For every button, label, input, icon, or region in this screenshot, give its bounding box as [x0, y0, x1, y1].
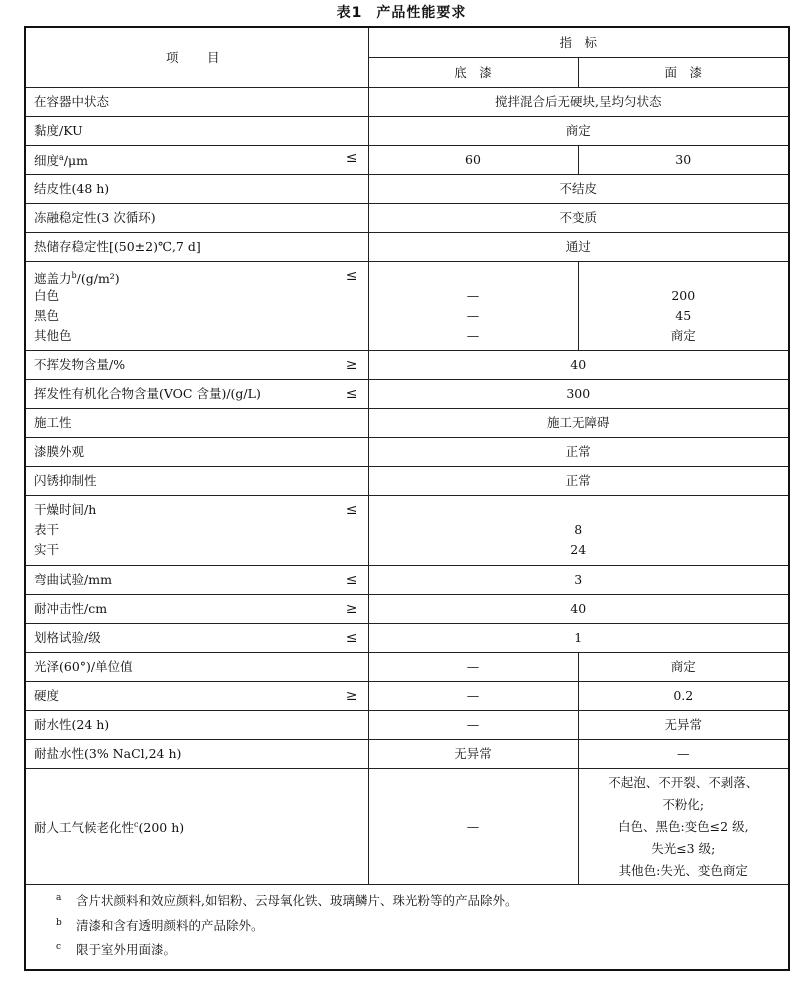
row-item: 结皮性(48 h)	[25, 175, 368, 204]
row-primer: 无异常	[368, 740, 578, 769]
row-item: 光泽(60°)/单位值	[25, 653, 368, 682]
row-value: 商定	[368, 117, 789, 146]
sub-value: 8	[574, 522, 583, 537]
table-row	[25, 682, 789, 711]
row-value: 不结皮	[368, 175, 789, 204]
table-row	[25, 653, 789, 682]
row-item: 耐盐水性(3% NaCl,24 h)	[25, 740, 368, 769]
table-row	[25, 467, 789, 496]
topcoat-line: 其他色:失光、变色商定	[618, 862, 748, 878]
row-value: 300	[368, 380, 789, 409]
footnote-text: 清漆和含有透明颜料的产品除外。	[76, 917, 264, 933]
sub-topcoat: 200	[671, 288, 696, 303]
sub-primer: —	[466, 288, 480, 303]
footnotes	[25, 885, 789, 970]
row-item: 遮盖力	[34, 271, 72, 287]
row-item: 热储存稳定性[(50±2)℃,7 d]	[25, 233, 368, 262]
header-primer: 底 漆	[368, 58, 578, 88]
row-value: 3	[368, 566, 789, 595]
table-title	[0, 2, 803, 22]
row-item: 弯曲试验/mm	[34, 572, 112, 587]
topcoat-line: 失光≤3 级;	[651, 840, 716, 856]
header-item: 项 目	[25, 27, 368, 88]
row-item: 细度	[34, 153, 60, 169]
table-row	[25, 88, 789, 117]
table-row	[25, 740, 789, 769]
row-value: 不变质	[368, 204, 789, 233]
row-item: 冻融稳定性(3 次循环)	[25, 204, 368, 233]
sub-label: 其他色	[34, 328, 72, 343]
row-topcoat: 商定	[578, 653, 789, 682]
row-primer-cell	[368, 262, 578, 351]
row-value-cell	[368, 496, 789, 566]
row-item: 耐人工气候老化性	[34, 820, 135, 836]
operator: ≥	[345, 357, 358, 373]
row-item-cell	[25, 595, 368, 624]
row-item: 在容器中状态	[25, 88, 368, 117]
topcoat-line: 不起泡、不开裂、不剥落、	[608, 774, 759, 790]
footnote-text: 限于室外用面漆。	[76, 942, 177, 957]
operator: ≤	[345, 630, 358, 646]
sub-value: 24	[570, 542, 587, 557]
sub-label: 白色	[34, 288, 60, 303]
table-number: 表1	[336, 5, 363, 21]
row-topcoat: 无异常	[578, 711, 789, 740]
table-row	[25, 409, 789, 438]
table-row	[25, 624, 789, 653]
footnote-ref: a	[59, 153, 64, 163]
footnote	[56, 889, 758, 914]
row-item: 耐冲击性/cm	[34, 601, 108, 616]
row-topcoat: —	[578, 740, 789, 769]
row-primer: —	[368, 682, 578, 711]
table-row	[25, 146, 789, 175]
sub-topcoat: 45	[675, 308, 692, 323]
table-row	[25, 175, 789, 204]
footnote	[56, 938, 758, 963]
operator: ≤	[345, 268, 358, 284]
table-row	[25, 496, 789, 566]
sub-primer: —	[466, 328, 480, 343]
footnote-ref: c	[134, 819, 139, 829]
header-row	[25, 27, 789, 58]
sub-primer: —	[466, 308, 480, 323]
table-row	[25, 566, 789, 595]
row-item: 硬度	[34, 688, 60, 703]
footnote-mark: b	[56, 917, 62, 928]
table-row	[25, 204, 789, 233]
table-row	[25, 711, 789, 740]
table-row	[25, 380, 789, 409]
row-unit: (200 h)	[138, 820, 185, 836]
footnotes-row	[25, 885, 789, 970]
operator: ≤	[345, 502, 358, 518]
table-row	[25, 769, 789, 885]
row-item-cell	[25, 380, 368, 409]
row-value: 正常	[368, 438, 789, 467]
row-value: 施工无障碍	[368, 409, 789, 438]
row-unit: /μm	[63, 153, 88, 169]
row-value: 1	[368, 624, 789, 653]
operator: ≥	[345, 688, 358, 704]
sub-label: 黑色	[34, 308, 60, 323]
topcoat-line: 不粉化;	[662, 796, 705, 812]
row-primer: —	[368, 769, 578, 885]
table-title-text: 产品性能要求	[376, 5, 467, 21]
row-item: 闪锈抑制性	[25, 467, 368, 496]
row-topcoat-cell	[578, 769, 789, 885]
footnote	[56, 914, 758, 939]
row-primer: —	[368, 653, 578, 682]
row-item-cell	[25, 262, 368, 351]
row-item-cell	[25, 496, 368, 566]
row-item: 黏度/KU	[25, 117, 368, 146]
row-item: 漆膜外观	[25, 438, 368, 467]
row-primer: —	[368, 711, 578, 740]
row-unit: /(g/m²)	[76, 271, 120, 287]
row-item: 不挥发物含量/%	[34, 357, 126, 372]
row-item: 干燥时间/h	[34, 502, 97, 517]
sub-topcoat: 商定	[670, 328, 696, 343]
sub-label: 表干	[34, 522, 60, 537]
row-item-cell	[25, 769, 368, 885]
row-value: 通过	[368, 233, 789, 262]
performance-requirements-table	[24, 26, 790, 971]
row-item: 划格试验/级	[34, 630, 101, 645]
row-item: 挥发性有机化合物含量(VOC 含量)/(g/L)	[34, 386, 261, 401]
operator: ≤	[345, 150, 358, 167]
row-value: 40	[368, 351, 789, 380]
footnote-mark: a	[56, 893, 62, 903]
operator: ≤	[345, 386, 358, 402]
table-row	[25, 595, 789, 624]
row-item-cell	[25, 682, 368, 711]
table-row	[25, 117, 789, 146]
row-primer: 60	[368, 146, 578, 175]
row-item: 施工性	[25, 409, 368, 438]
row-item-cell	[25, 146, 368, 175]
operator: ≥	[345, 601, 358, 617]
row-topcoat: 30	[578, 146, 789, 175]
footnote-mark: c	[56, 942, 62, 952]
table-row	[25, 351, 789, 380]
footnote-ref: b	[71, 271, 77, 280]
topcoat-line: 白色、黑色:变色≤2 级,	[617, 818, 749, 834]
row-topcoat: 0.2	[578, 682, 789, 711]
table-row	[25, 262, 789, 351]
row-item-cell	[25, 351, 368, 380]
row-value: 正常	[368, 467, 789, 496]
footnote-text: 含片状颜料和效应颜料,如铝粉、云母氧化铁、玻璃鳞片、珠光粉等的产品除外。	[76, 893, 518, 908]
row-value: 搅拌混合后无硬块,呈均匀状态	[368, 88, 789, 117]
row-item-cell	[25, 624, 368, 653]
sub-label: 实干	[34, 542, 60, 557]
row-topcoat-cell	[578, 262, 789, 351]
header-topcoat: 面 漆	[578, 58, 789, 88]
row-item: 耐水性(24 h)	[25, 711, 368, 740]
row-item-cell	[25, 566, 368, 595]
row-value: 40	[368, 595, 789, 624]
header-indicator: 指 标	[368, 27, 789, 58]
operator: ≤	[345, 572, 358, 588]
table-row	[25, 438, 789, 467]
table-row	[25, 233, 789, 262]
